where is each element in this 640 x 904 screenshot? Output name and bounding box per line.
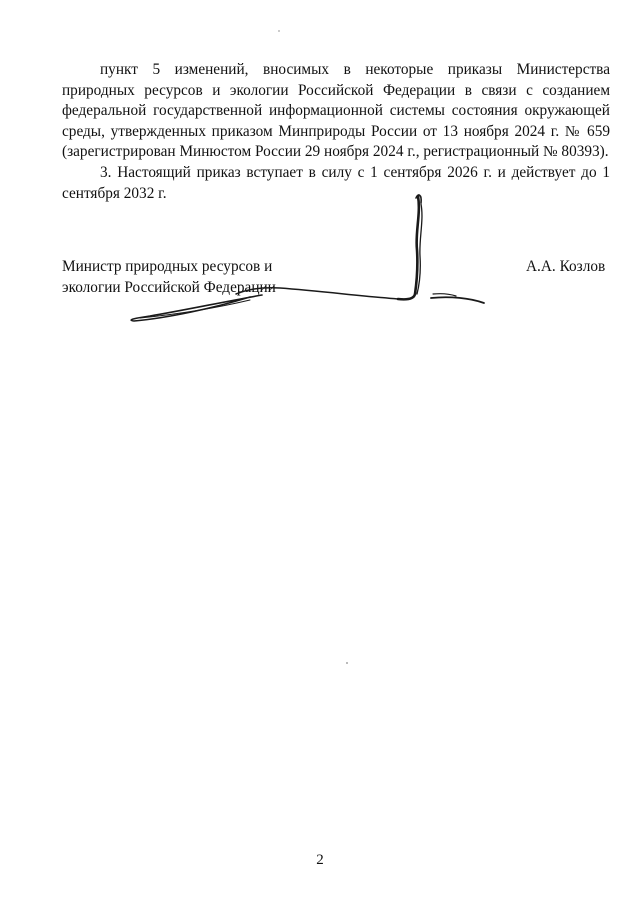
scan-artifact [346,662,348,664]
signer-name: А.А. Козлов [526,258,606,275]
handwritten-signature [0,0,640,340]
page-number: 2 [316,852,324,868]
scan-artifact [278,30,280,32]
signer-title-line-2: экологии Российской Федерации [62,278,276,296]
paragraph-3: 3. Настоящий приказ вступает в силу с 1 сентября 2026 г. и действует до 1 сентября 2032 г. [62,163,610,202]
signer-title-line-1: Министр природных ресурсов и [62,258,273,275]
signature-block [0,0,640,340]
paragraph-continuation: пункт 5 изменений, вносимых в некоторые приказы Министерства природных ресурсов и экологии Российской Федерации в связи с созданием федеральной государственной информационной системы состояния окружающей среды, утвержденных приказом Минприроды России от 13 ноября 2024 г. № 659 (зарегистрирован Минюстом России 29 ноября 2024 г., регистрационный № 80393). [62,61,610,161]
